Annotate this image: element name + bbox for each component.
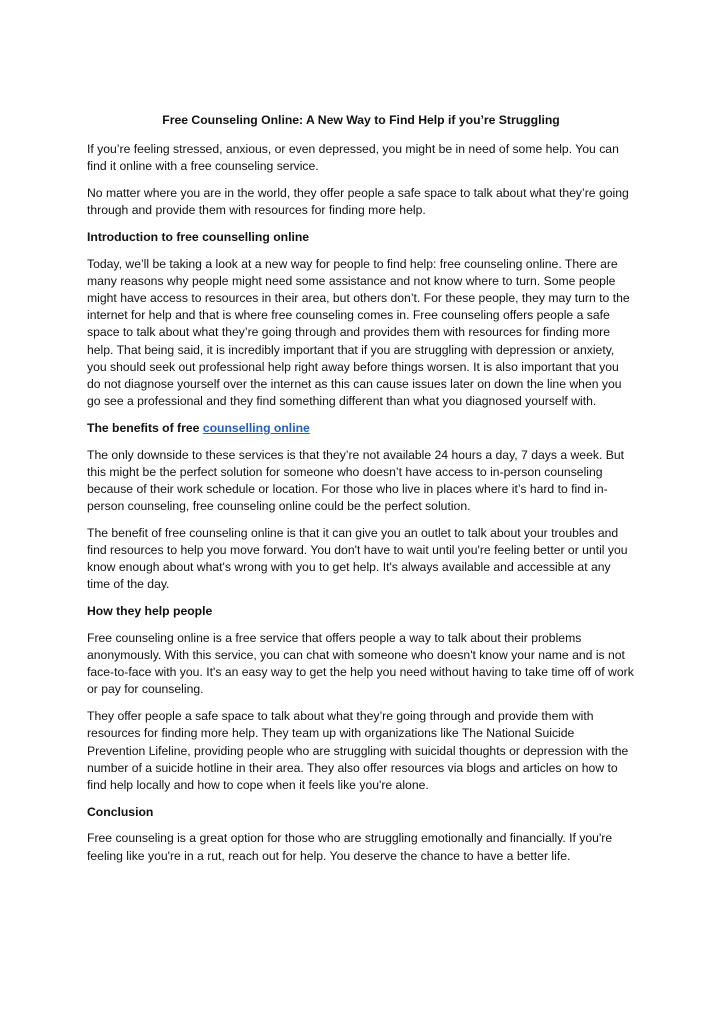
document-page (87, 112, 635, 874)
benefits-paragraph-2: The benefit of free counseling online is that it can give you an outlet to talk about your troubles and find resources to help you move forward. You don't have to wait until you're feeling better or until you know enough about what's wrong with you to get help. It's always available and accessible at any time of the day. (87, 525, 628, 592)
benefits-paragraph-1: The only downside to these services is that they’re not available 24 hours a day, 7 days a week. But this might be the perfect solution for someone who doesn’t have access to in-person counseling because of their work schedule or location. For those who live in places where it’s hard to find in-person counseling, free counseling online could be the perfect solution. (87, 447, 625, 514)
section-heading-benefits (87, 420, 635, 437)
introduction-paragraph: Today, we’ll be taking a look at a new way for people to find help: free counseling online. There are many reasons why people might need some assistance and not know where to turn. Some people might have access to resources in their area, but others don’t. For these people, they may turn to the internet for help and that is where free counseling comes in. Free counseling offers people a safe space to talk about what they’re going through and provides them with resources for finding more help. That being said, it is incredibly important that if you are struggling with depression or anxiety, you should seek out professional help right away before things worsen. It is also important that you do not diagnose yourself over the internet as this can cause issues later on down the line when you go see a professional and they find something different than what you diagnosed yourself with. (87, 256, 630, 409)
counselling-online-link[interactable]: counselling online (202, 420, 310, 435)
intro-paragraph-2: No matter where you are in the world, they offer people a safe space to talk about what they’re going through and provide them with resources for finding more help. (87, 185, 629, 218)
conclusion-paragraph: Free counseling is a great option for those who are struggling emotionally and financially. If you're feeling like you're in a rut, reach out for help. You deserve the chance to have a better life. (87, 831, 613, 863)
document-title: Free Counseling Online: A New Way to Find Help if you’re Struggling (162, 113, 560, 127)
section-heading-how-they-help: How they help people (87, 604, 213, 619)
how-they-help-paragraph-1: Free counseling online is a free service that offers people a way to talk about their problems anonymously. With this service, you can chat with someone who doesn't know your name and is not face-to-face with you. It's an easy way to get the help you need without having to take time off of work or pay for counseling. (87, 630, 634, 697)
section-heading-conclusion: Conclusion (87, 804, 154, 819)
benefits-heading-text: The benefits of free (87, 420, 203, 435)
section-heading-introduction: Introduction to free counselling online (87, 229, 310, 244)
intro-paragraph-1: If you’re feeling stressed, anxious, or even depressed, you might be in need of some help. You can find it online with a free counseling service. (87, 142, 619, 174)
how-they-help-paragraph-2: They offer people a safe space to talk about what they’re going through and provide them with resources for finding more help. They team up with organizations like The National Suicide Prevention Lifeline, providing people who are struggling with suicidal thoughts or depression with the number of a suicide hotline in their area. They also offer resources via blogs and articles on how to find help locally and how to cope when it feels like you're alone. (87, 709, 629, 792)
